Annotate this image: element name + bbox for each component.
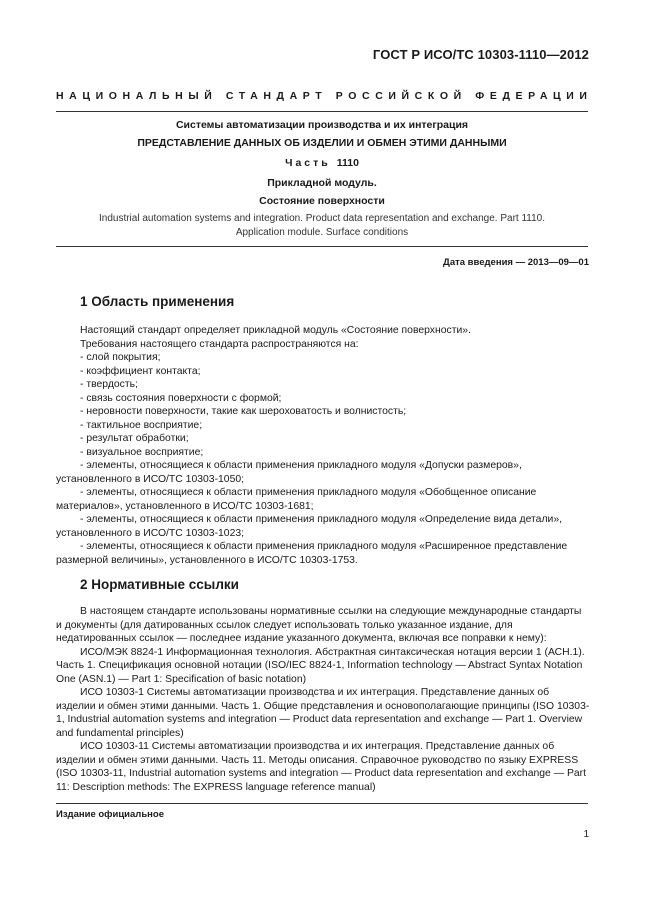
scope-list-item: - коэффициент контакта;: [80, 365, 201, 377]
reference-entry: ИСО 10303-1 Системы автоматизации производства и их интеграция. Представление данных об изделии и обмен этими данными. Часть 1. Общие представления и основополагающие принципы (ISO 10303-1, Industrial automation systems and integration — Product data representation and exchange — Part 1. Overview and fundamental principles): [56, 687, 590, 739]
scope-list-item: - связь состояния поверхности с формой;: [80, 392, 282, 404]
top-divider: [56, 111, 588, 112]
part-word: Часть: [285, 157, 331, 169]
scope-list-item: - слой покрытия;: [80, 352, 161, 363]
section-1-heading: 1 Область применения: [80, 294, 235, 309]
standard-code: ГОСТ Р ИСО/ТС 10303-1110—2012: [372, 47, 589, 62]
title-line-5: Состояние поверхности: [259, 195, 385, 207]
english-title-line-1: Industrial automation systems and integration. Product data representation and exchange. Part 1110.: [98, 213, 545, 224]
official-edition-label: Издание официальное: [56, 809, 164, 820]
scope-line: Требования настоящего стандарта распространяются на:: [80, 338, 359, 350]
title-line-1: Системы автоматизации производства и их интеграция: [175, 119, 469, 131]
scope-list-item: - элементы, относящиеся к области применения прикладного модуля «Расширенное представление размерной величины», установленного в ИСО/ТС 10303-1753.: [56, 541, 568, 566]
scope-list-item: - визуальное восприятие;: [80, 446, 204, 458]
part-title: [56, 157, 588, 169]
section-1-body: [56, 324, 590, 567]
references-paragraph: В настоящем стандарте использованы нормативные ссылки на следующие международные стандарты и документы (для датированных ссылок следует использовать только указанное издание, для недатированных ссылок — последнее издание указанного документа, включая все поправки к нему):: [56, 606, 582, 644]
scope-list-item: - твердость;: [80, 379, 138, 390]
national-standard-banner: НАЦИОНАЛЬНЫЙ СТАНДАРТ РОССИЙСКОЙ ФЕДЕРАЦИИ: [56, 90, 593, 102]
reference-entry: ИСО/МЭК 8824-1 Информационная технология. Абстрактная синтаксическая нотация версии 1 (АСН.1). Часть 1. Спецификация основной нотации (ISO/IEC 8824-1, Information technology — Abstract Syntax Notation One (ASN.1) — Part 1: Specification of basic notation): [56, 646, 585, 685]
title-line-2: ПРЕДСТАВЛЕНИЕ ДАННЫХ ОБ ИЗДЕЛИИ И ОБМЕН ЭТИМИ ДАННЫМИ: [137, 137, 507, 149]
scope-list-item: - элементы, относящиеся к области применения прикладного модуля «Определение вида детали», установленного в ИСО/ТС 10303-1023;: [56, 514, 562, 539]
section-2-heading: 2 Нормативные ссылки: [80, 577, 239, 592]
title-divider: [56, 246, 588, 247]
scope-list-item: - элементы, относящиеся к области применения прикладного модуля «Допуски размеров», установленного в ИСО/ТС 10303-1050;: [56, 460, 522, 485]
title-line-4: Прикладной модуль.: [267, 177, 377, 189]
scope-list-item: - неровности поверхности, такие как шероховатость и волнистость;: [80, 406, 407, 417]
reference-entry: ИСО 10303-11 Системы автоматизации производства и их интеграция. Представление данных об изделии и обмен этими данными. Часть 11. Методы описания. Справочное руководство по языку EXPRESS (ISO 10303-11, Industrial automation systems and integration — Product data representation and exchange — Part 11: Description methods: The EXPRESS language reference manual): [56, 741, 587, 793]
part-number: 1110: [336, 157, 359, 169]
english-title-line-2: Application module. Surface conditions: [235, 227, 409, 238]
scope-list-item: - элементы, относящиеся к области применения прикладного модуля «Обобщенное описание материалов», установленного в ИСО/ТС 10303-1681;: [56, 487, 537, 512]
scope-line: Настоящий стандарт определяет прикладной модуль «Состояние поверхности».: [80, 325, 471, 336]
page-number: 1: [583, 829, 589, 840]
footer-divider: [56, 803, 588, 804]
english-title: [56, 212, 588, 240]
scope-list-item: - результат обработки;: [80, 433, 189, 444]
section-2-body: [56, 605, 590, 794]
introduction-date: Дата введения — 2013—09—01: [443, 257, 589, 268]
scope-list-item: - тактильное восприятие;: [80, 419, 203, 431]
